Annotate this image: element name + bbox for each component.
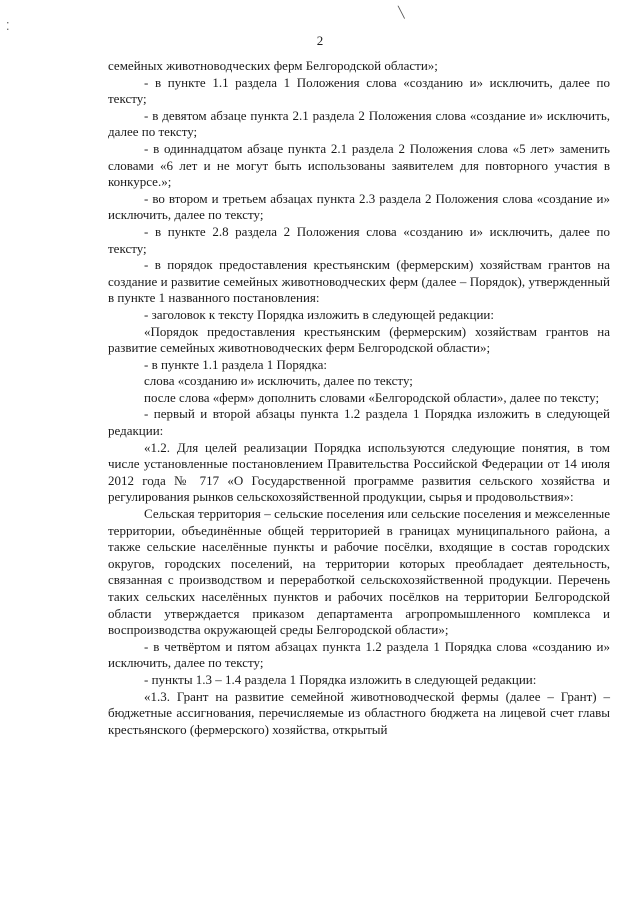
paragraph: - в пункте 1.1 раздела 1 Порядка: <box>144 356 328 372</box>
paragraph: «1.2. Для целей реализации Порядка используются следующие понятия, в том числе установленные постановлением Правительства Российской Федерации от 14 июля 2012 года № 717 «О Государственной программе развития сельского хозяйства и регулирования рынков сельскохозяйственной продукции, сырья и продовольствия»: <box>108 439 610 505</box>
paragraph: - в пункте 1.1 раздела 1 Положения слова «созданию и» исключить, далее по тексту; <box>108 74 610 107</box>
paragraph: «Порядок предоставления крестьянским (фермерским) хозяйствам грантов на развитие семейных животноводческих ферм Белгородской области»; <box>108 323 610 356</box>
paragraph: «1.3. Грант на развитие семейной животноводческой фермы (далее – Грант) – бюджетные ассигнования, перечисляемые из областного бюджета на лицевой счет главы крестьянского (фермерского) хозяйства, открытый <box>108 688 610 737</box>
paragraph: - пункты 1.3 – 1.4 раздела 1 Порядка изложить в следующей редакции: <box>144 671 537 687</box>
paragraph: - первый и второй абзацы пункта 1.2 раздела 1 Порядка изложить в следующей редакции: <box>108 406 610 439</box>
paragraph: - в четвёртом и пятом абзацах пункта 1.2 раздела 1 Порядка слова «созданию и» исключить, далее по тексту; <box>108 638 610 671</box>
scan-mark: ⁚ <box>6 21 10 33</box>
paragraph: семейных животноводческих ферм Белгородской области»; <box>108 58 438 73</box>
paragraph: - во втором и третьем абзацах пункта 2.3 раздела 2 Положения слова «создание и» исключить, далее по тексту; <box>108 190 610 223</box>
page-number: 2 <box>316 33 324 48</box>
scan-mark: ╲ <box>398 7 405 19</box>
paragraph: после слова «ферм» дополнить словами «Белгородской области», далее по тексту; <box>144 389 600 405</box>
paragraph: - в девятом абзаце пункта 2.1 раздела 2 Положения слова «создание и» исключить, далее по тексту; <box>108 107 610 140</box>
paragraph: - заголовок к тексту Порядка изложить в следующей редакции: <box>144 306 494 322</box>
paragraph: - в одиннадцатом абзаце пункта 2.1 раздела 2 Положения слова «5 лет» заменить словами «6 лет и не могут быть использованы заявителем для повторного участия в конкурсе.»; <box>108 140 610 190</box>
paragraph: Сельская территория – сельские поселения или сельские поселения и межселенные территории, объединённые общей территорией в границах муниципального района, а также сельские населённые пункты и рабочие посёлки, входящие в состав городских округов, городских поселений, на территории которых преобладает деятельность, связанная с производством и переработкой сельскохозяйственной продукции. Перечень таких сельских населённых пунктов и рабочих посёлков на территории Белгородской области утверждается приказом департамента агропромышленного комплекса и воспроизводства окружающей среды Белгородской области»; <box>108 506 610 638</box>
paragraph: слова «созданию и» исключить, далее по тексту; <box>144 373 413 389</box>
document-body <box>108 58 610 738</box>
paragraph: - в пункте 2.8 раздела 2 Положения слова «созданию и» исключить, далее по тексту; <box>108 223 610 256</box>
paragraph: - в порядок предоставления крестьянским (фермерским) хозяйствам грантов на создание и развитие семейных животноводческих ферм (далее – Порядок), утвержденный в пункте 1 названного постановления: <box>108 257 610 306</box>
